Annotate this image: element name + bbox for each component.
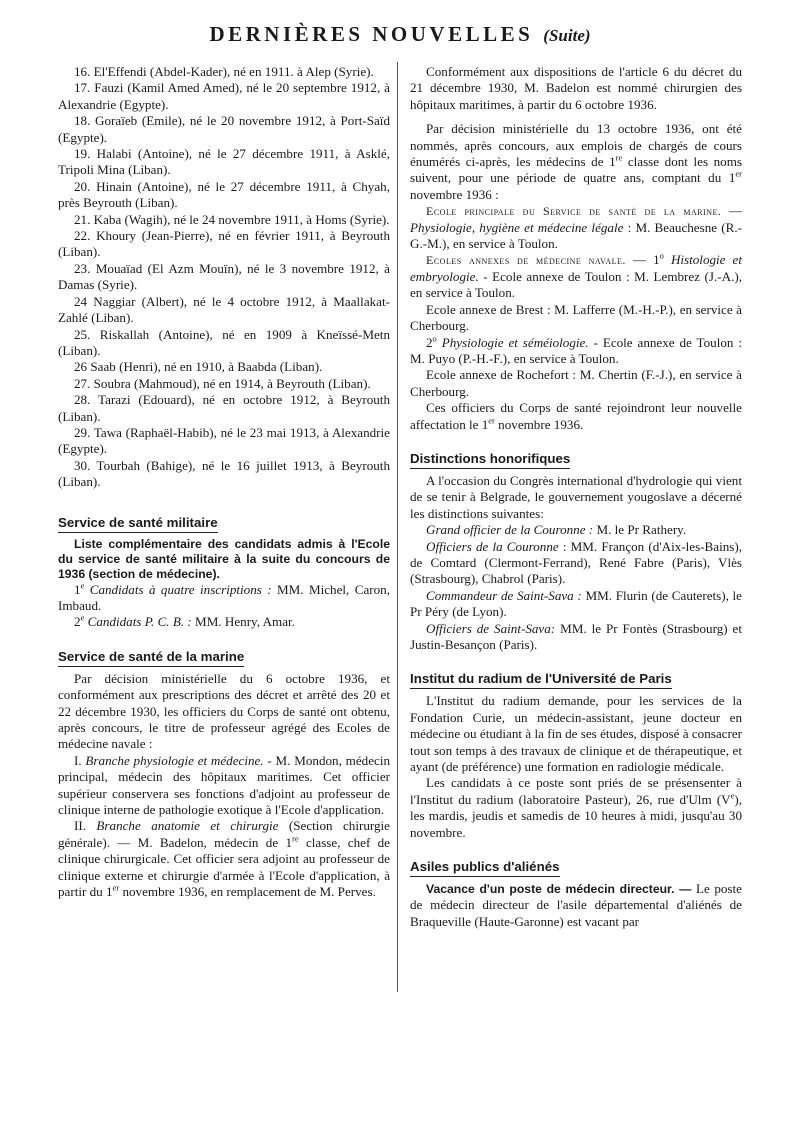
decision-paragraph: Par décision ministérielle du 13 octobre 1936, ont été nommés, après concours, aux emplois de chargés de cours énumérés ci-après, les médecins de 1re classe dont les noms suivent, pour une période de quatre ans, comptant du 1er novembre 1936 :: [410, 121, 742, 202]
list-item: 23. Mouaïad (El Azm Mouïn), né le 3 novembre 1912, à Damas (Syrie).: [58, 260, 390, 293]
asiles-paragraph: Vacance d'un poste de médecin directeur. — Le poste de médecin directeur de l'asile départemental d'aliénés de Braqueville (Haute-Garonne) est vacant par: [410, 881, 742, 929]
commandeur-line: Commandeur de Saint-Sava : MM. Flurin (de Cauterets), le Pr Péry (de Lyon).: [410, 587, 742, 620]
conformement-paragraph: Conformément aux dispositions de l'article 6 du décret du 21 décembre 1930, M. Badelon est nommé chirurgien des hôpitaux maritimes, à partir du 6 octobre 1936.: [410, 64, 742, 112]
list-item: 28. Tarazi (Edouard), né en octobre 1912, à Beyrouth (Liban).: [58, 392, 390, 424]
rochefort-paragraph: Ecole annexe de Rochefort : M. Chertin (F.-J.), en service à Cherbourg.: [410, 367, 742, 399]
grand-officier-line: Grand officier de la Couronne : M. le Pr Rathery.: [426, 522, 687, 538]
header-title: DERNIÈRES NOUVELLES: [209, 22, 534, 46]
list-item: 27. Soubra (Mahmoud), né en 1914, à Beyrouth (Liban).: [74, 375, 371, 391]
left-column: [58, 64, 390, 900]
section-distinctions-title: Distinctions honorifiques: [410, 451, 570, 469]
section-marine-heading-wrap: [58, 649, 390, 667]
section-radium-heading-wrap: [410, 671, 742, 689]
radium-paragraph-1: L'Institut du radium demande, pour les services de la Fondation Curie, un médecin-assistant, jeune docteur en médecine ou étudiant à la fin de ses études, disposé à consacrer tout son temps à des travaux de clinique et de thérapeutique, et ayant (de préférence) une formation en radiologie médicale.: [410, 693, 742, 775]
column-divider: [397, 62, 398, 992]
officiers-couronne-line: Officiers de la Couronne : MM. Françon (d'Aix-les-Bains), de Comtard (Clermont-Ferrand), René Fabre (Paris), Vlès (Strasbourg), Chabrol (Paris).: [410, 538, 743, 587]
list-item: 30. Tourbah (Bahige), né le 16 juillet 1913, à Beyrouth (Liban).: [58, 457, 390, 490]
rejoindront-paragraph: Ces officiers du Corps de santé rejoindront leur nouvelle affectation le 1er novembre 1936.: [410, 400, 742, 432]
page-header: [0, 22, 800, 47]
militaire-intro: Liste complémentaire des candidats admis à l'Ecole du service de santé militaire à la suite du concours de 1936 (section de médecine).: [58, 536, 390, 581]
militaire-candidates-2: 2e Candidats P. C. B. : MM. Henry, Amar.: [74, 613, 295, 630]
section-radium-title: Institut du radium de l'Université de Paris: [410, 671, 672, 689]
militaire-candidates-1: 1e Candidats à quatre inscriptions : MM. Michel, Caron, Imbaud.: [58, 580, 390, 613]
section-marine-title: Service de santé de la marine: [58, 649, 244, 667]
marine-branch-1: I. Branche physiologie et médecine. - M. Mondon, médecin principal, médecin des hôpitaux maritimes. Cet officier supérieur conservera ses fonctions d'adjoint au professeur de clinique interne de pathologie exotique à l'Ecole d'application.: [58, 752, 390, 818]
section-asiles-heading-wrap: [410, 859, 742, 877]
radium-paragraph-2: Les candidats à ce poste sont priés de se présensenter à l'Institut du radium (laboratoire Pasteur), 26, rue d'Ulm (Ve), les mardis, jeudis et samedis de 10 heures à midi, jusqu'au 30 novembre.: [410, 775, 742, 840]
section-distinctions-heading-wrap: [410, 451, 742, 469]
list-item: 21. Kaba (Wagih), né le 24 novembre 1911, à Homs (Syrie).: [74, 211, 390, 227]
candidate-list: [58, 64, 390, 491]
marine-branch-2: II. Branche anatomie et chirurgie (Section chirurgie générale). — M. Badelon, médecin de 1re classe, chef de clinique chirurgicale. Cet officier sera adjoint au professeur de clinique externe et chirurgie d'armée à l'Ecole d'application, à partir du 1er novembre 1936, en remplacement de M. Perves.: [58, 818, 390, 900]
list-item: 29. Tawa (Raphaël-Habib), né le 23 mai 1913, à Alexandrie (Egypte).: [58, 424, 390, 457]
section-asiles-title: Asiles publics d'aliénés: [410, 859, 560, 877]
section-militaire-heading-wrap: [58, 515, 390, 533]
marine-paragraph-1: Par décision ministérielle du 6 octobre 1936, et conformément aux prescriptions des décret et arrêté des 20 et 22 décembre 1930, les officiers du Corps de santé ont obtenu, après concours, le titre de professeur agrégé des Ecoles de médecine navale :: [58, 670, 390, 752]
section-militaire-title: Service de santé militaire: [58, 515, 218, 533]
list-item: 16. El'Effendi (Abdel-Kader), né en 1911. à Alep (Syrie).: [74, 64, 374, 79]
list-item: 25. Riskallah (Antoine), né en 1909 à Kneïssé-Metn (Liban).: [58, 326, 390, 358]
list-item: 19. Halabi (Antoine), né le 27 décembre 1911, à Asklé, Tripoli Mina (Liban).: [58, 146, 390, 178]
list-item: 24 Naggiar (Albert), né le 4 octobre 1912, à Maallakat-Zahlé (Liban).: [58, 293, 390, 326]
list-item: 20. Hinain (Antoine), né le 27 décembre 1911, à Chyah, près Beyrouth (Liban).: [58, 178, 390, 211]
right-column: [410, 64, 742, 930]
brest-paragraph: Ecole annexe de Brest : M. Lafferre (M.-H.-P.), en service à Cherbourg.: [410, 301, 742, 334]
distinctions-intro: A l'occasion du Congrès international d'hydrologie qui vient de se tenir à Belgrade, le gouvernement yougoslave a décerné les distinctions suivantes:: [410, 472, 742, 521]
physiologie-paragraph: 2$^o$ Physiologie et séméiologie. - Ecole annexe de Toulon : M. Puyo (P.-H.-F.), en service à Toulon.: [410, 333, 743, 366]
list-item: 18. Goraïeb (Emile), né le 20 novembre 1912, à Port-Saïd (Egypte).: [58, 113, 390, 145]
list-item: 26 Saab (Henri), né en 1910, à Baabda (Liban).: [74, 359, 323, 375]
list-item: 22. Khoury (Jean-Pierre), né en février 1911, à Beyrouth (Liban).: [58, 228, 390, 260]
list-item: 17. Fauzi (Kamil Amed Amed), né le 20 septembre 1912, à Alexandrie (Egypte).: [58, 80, 390, 112]
header-suite: (Suite): [543, 26, 591, 45]
ecoles-annexes-paragraph: Ecoles annexes de médecine navale. — 1$^o$ Histologie et embryologie. - Ecole annexe de Toulon : M. Lembrez (J.-A.), en service à Toulon.: [410, 251, 742, 301]
ecole-principale-paragraph: Ecole principale du Service de santé de la marine. — Physiologie, hygiène et médecine légale : M. Beauchesne (R.-G.-M.), en service à Toulon.: [410, 203, 742, 252]
officiers-sava-line: Officiers de Saint-Sava: MM. le Pr Fontès (Strasbourg) et Justin-Besançon (Paris).: [410, 620, 742, 652]
